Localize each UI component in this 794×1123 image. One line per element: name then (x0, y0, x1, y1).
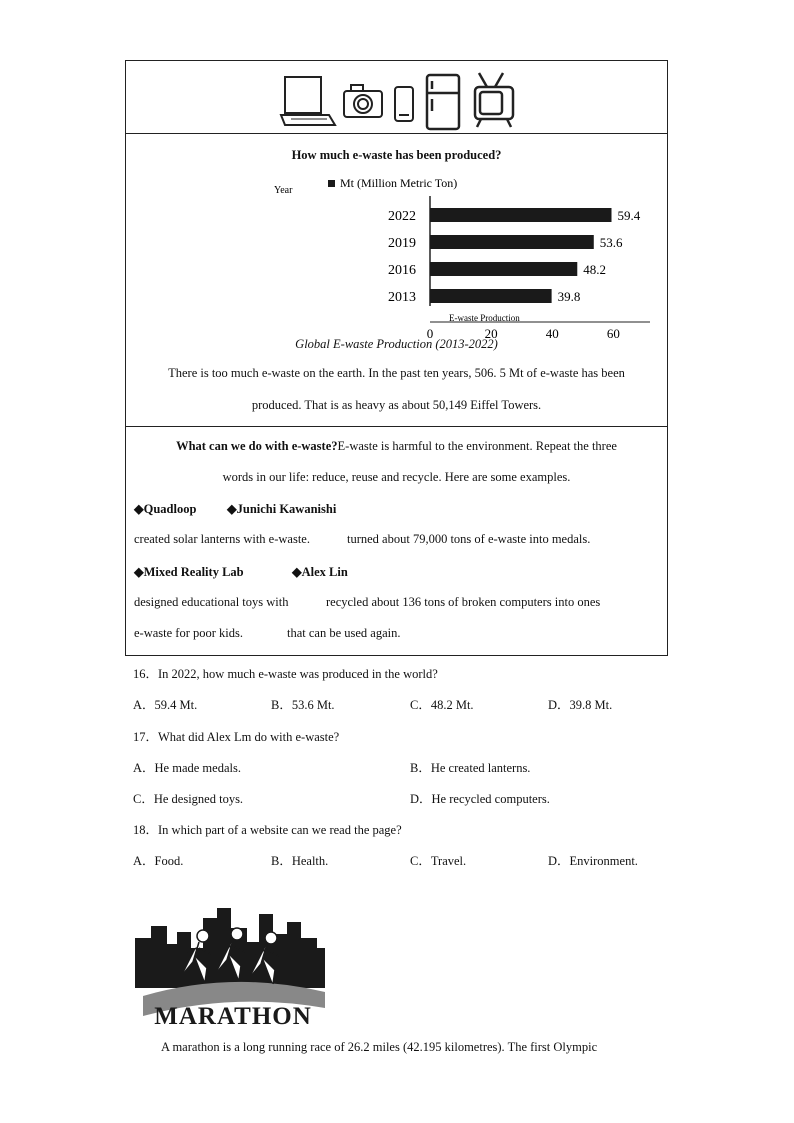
marathon-logo-text: MARATHON (154, 1003, 312, 1030)
examples-section (125, 426, 668, 656)
example-alex-lin-text2: that can be used again. (287, 626, 401, 640)
category-label-2016: 2016 (388, 263, 416, 278)
example-alex-lin-text1: recycled about 136 tons of broken computers into ones (326, 595, 601, 609)
q18-option-b[interactable]: B．Health. (271, 854, 329, 868)
example-mixed-reality-name: ◆Mixed Reality Lab (134, 565, 244, 579)
legend-swatch (328, 180, 335, 187)
q17-option-b[interactable]: B．He created lanterns. (410, 761, 531, 775)
devices-illustration (281, 69, 521, 129)
bar-2019 (430, 235, 594, 249)
q18-option-d[interactable]: D．Environment. (548, 854, 638, 868)
q16-option-b[interactable]: B．53.6 Mt. (271, 698, 335, 712)
example-quadloop-name: ◆Quadloop (134, 502, 197, 516)
marathon-logo (133, 908, 333, 1030)
chart-caption: Global E-waste Production (2013-2022) (295, 337, 498, 351)
example-mixed-reality-text1: designed educational toys with (134, 595, 289, 609)
value-label-2019: 53.6 (599, 235, 623, 250)
question-16-stem: 16．In 2022, how much e-waste was produced in the world? (133, 667, 438, 681)
category-label-2013: 2013 (388, 290, 416, 305)
bar-2022 (430, 208, 612, 222)
example-alex-lin-name: ◆Alex Lin (292, 565, 348, 579)
example-quadloop-text: created solar lanterns with e-waste. (134, 532, 310, 546)
category-label-2019: 2019 (388, 236, 416, 251)
q17-option-d[interactable]: D．He recycled computers. (410, 792, 550, 806)
ewaste-text-line1: There is too much e-waste on the earth. In the past ten years, 506. 5 Mt of e-waste has been (168, 366, 625, 380)
q16-option-a[interactable]: A．59.4 Mt. (133, 698, 198, 712)
example-kawanishi-text: turned about 79,000 tons of e-waste into medals. (347, 532, 591, 546)
examples-intro-line2: words in our life: reduce, reuse and recycle. Here are some examples. (222, 470, 571, 484)
q16-option-d[interactable]: D．39.8 Mt. (548, 698, 613, 712)
value-label-2022: 59.4 (617, 208, 641, 223)
q17-option-a[interactable]: A．He made medals. (133, 761, 241, 775)
question-17-stem: 17．What did Alex Lm do with e-waste? (133, 730, 340, 744)
example-kawanishi-name: ◆Junichi Kawanishi (227, 502, 337, 516)
bar-2016 (430, 262, 577, 276)
laptop-icon (281, 77, 335, 125)
camera-icon (344, 85, 382, 117)
examples-heading-bold: What can we do with e-waste? (176, 439, 338, 453)
example-mixed-reality-text2: e-waste for poor kids. (134, 626, 243, 640)
devices-header-box (125, 60, 668, 134)
x-tick-label-20: 20 (484, 326, 498, 341)
q17-option-c[interactable]: C．He designed toys. (133, 792, 244, 806)
examples-heading (126, 439, 667, 454)
tv-icon (475, 73, 513, 127)
y-axis-label: Year (274, 185, 293, 196)
chart-heading: How much e-waste has been produced? (291, 148, 502, 162)
q18-option-a[interactable]: A．Food. (133, 854, 184, 868)
examples-heading-rest: E-waste is harmful to the environment. Repeat the three (337, 439, 617, 453)
fridge-icon (427, 75, 459, 129)
ewaste-text-line2: produced. That is as heavy as about 50,149 Eiffel Towers. (251, 398, 542, 412)
x-tick-label-60: 60 (606, 326, 620, 341)
x-axis-label: E-waste Production (449, 313, 520, 323)
q18-option-c[interactable]: C．Travel. (410, 854, 467, 868)
bar-2013 (430, 289, 552, 303)
legend-label: Mt (Million Metric Ton) (340, 176, 458, 190)
value-label-2016: 48.2 (583, 262, 607, 277)
value-label-2013: 39.8 (557, 289, 581, 304)
marathon-paragraph: A marathon is a long running race of 26.2 miles (42.195 kilometres). The first Olympic (161, 1040, 598, 1054)
q16-option-c[interactable]: C．48.2 Mt. (410, 698, 474, 712)
x-tick-label-40: 40 (545, 326, 559, 341)
chart-section (125, 133, 668, 427)
phone-icon (395, 87, 413, 121)
x-tick-label-0: 0 (426, 326, 434, 341)
question-18-stem: 18．In which part of a website can we read the page? (133, 823, 402, 837)
category-label-2022: 2022 (388, 209, 416, 224)
